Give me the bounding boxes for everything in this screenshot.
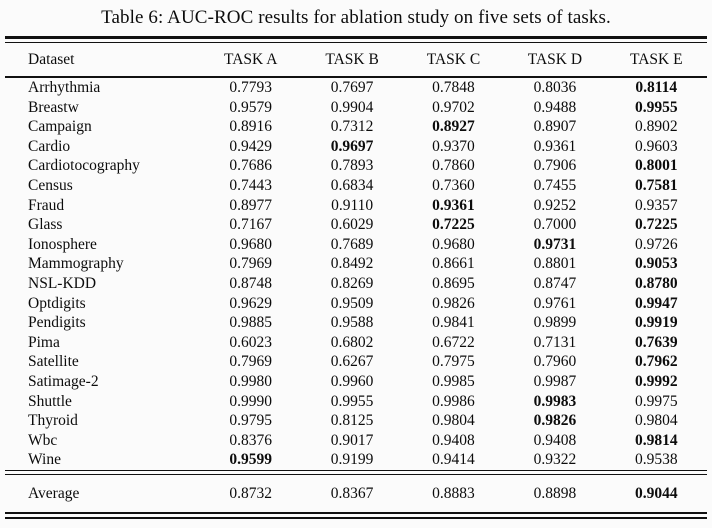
value-cell: 0.8695: [432, 274, 475, 292]
column-header-dataset: Dataset: [28, 50, 75, 68]
column-header-task-b: TASK B: [325, 50, 379, 68]
value-cell: 0.9509: [330, 294, 374, 312]
value-cell: 0.7225: [634, 216, 678, 234]
value-cell: 0.9488: [533, 98, 577, 116]
value-cell: 0.7225: [432, 216, 475, 234]
value-cell: 0.8269: [330, 274, 374, 292]
value-cell: 0.9414: [432, 451, 475, 469]
header-row: [5, 43, 707, 76]
value-cell: 0.6834: [330, 177, 374, 195]
value-cell: 0.8898: [533, 484, 577, 502]
table-row: [5, 352, 707, 372]
value-cell: 0.8927: [432, 118, 475, 136]
value-cell: 0.7960: [533, 353, 577, 371]
dataset-name: Wbc: [28, 431, 58, 449]
value-cell: 0.7962: [634, 353, 678, 371]
value-cell: 0.9899: [533, 314, 577, 332]
results-table: [5, 36, 707, 519]
value-cell: 0.9804: [432, 412, 475, 430]
value-cell: 0.8376: [229, 431, 272, 449]
dataset-name: Mammography: [28, 255, 124, 273]
value-cell: 0.9814: [634, 431, 678, 449]
dataset-name: Satellite: [28, 353, 79, 371]
table-row: [5, 117, 707, 137]
dataset-name: Arrhythmia: [28, 79, 101, 97]
value-cell: 0.9361: [432, 196, 475, 214]
value-cell: 0.9885: [229, 314, 272, 332]
value-cell: 0.8125: [330, 412, 374, 430]
value-cell: 0.9955: [330, 392, 374, 410]
table-row: [5, 294, 707, 314]
value-cell: 0.8732: [229, 484, 272, 502]
value-cell: 0.9603: [634, 137, 678, 155]
table-row: [5, 98, 707, 118]
value-cell: 0.9990: [229, 392, 272, 410]
table-row: [5, 176, 707, 196]
value-cell: 0.9804: [634, 412, 678, 430]
value-cell: 0.9599: [229, 451, 272, 469]
value-cell: 0.6802: [330, 333, 374, 351]
value-cell: 0.8916: [229, 118, 272, 136]
value-cell: 0.7793: [229, 79, 272, 97]
value-cell: 0.7906: [533, 157, 577, 175]
value-cell: 0.8902: [634, 118, 678, 136]
column-header-task-e: TASK E: [630, 50, 683, 68]
dataset-name: Thyroid: [28, 412, 78, 430]
value-cell: 0.6029: [330, 216, 374, 234]
dataset-name: Ionosphere: [28, 235, 97, 253]
table-row: [5, 215, 707, 235]
value-cell: 0.7686: [229, 157, 272, 175]
value-cell: 0.6722: [432, 333, 475, 351]
value-cell: 0.9408: [432, 431, 475, 449]
value-cell: 0.8001: [634, 157, 678, 175]
dataset-name: Cardiotocography: [28, 157, 140, 175]
value-cell: 0.9731: [533, 235, 577, 253]
column-header-task-c: TASK C: [426, 50, 481, 68]
table-row: [5, 411, 707, 431]
dataset-name: Campaign: [28, 118, 92, 136]
value-cell: 0.9429: [229, 137, 272, 155]
value-cell: 0.9357: [634, 196, 678, 214]
value-cell: 0.7000: [533, 216, 577, 234]
value-cell: 0.9053: [634, 255, 678, 273]
table-row: [5, 156, 707, 176]
value-cell: 0.7443: [229, 177, 272, 195]
dataset-name: Wine: [28, 451, 61, 469]
value-cell: 0.9960: [330, 372, 374, 390]
dataset-name: Satimage-2: [28, 372, 99, 390]
value-cell: 0.9992: [634, 372, 678, 390]
value-cell: 0.9702: [432, 98, 475, 116]
value-cell: 0.9680: [432, 235, 475, 253]
value-cell: 0.7969: [229, 353, 272, 371]
value-cell: 0.7893: [330, 157, 374, 175]
table-row: [5, 450, 707, 470]
value-cell: 0.7969: [229, 255, 272, 273]
bottom-rule: [5, 512, 707, 519]
value-cell: 0.9199: [330, 451, 374, 469]
dataset-name: Glass: [28, 216, 63, 234]
value-cell: 0.9826: [432, 294, 475, 312]
dataset-name: Shuttle: [28, 392, 72, 410]
table-row: [5, 274, 707, 294]
value-cell: 0.9919: [634, 314, 678, 332]
value-cell: 0.9947: [634, 294, 678, 312]
value-cell: 0.9975: [634, 392, 678, 410]
value-cell: 0.8748: [229, 274, 272, 292]
value-cell: 0.7455: [533, 177, 577, 195]
value-cell: 0.6023: [229, 333, 272, 351]
dataset-name: Census: [28, 177, 73, 195]
value-cell: 0.8661: [432, 255, 475, 273]
value-cell: 0.7860: [432, 157, 475, 175]
value-cell: 0.9761: [533, 294, 577, 312]
dataset-name: Average: [28, 484, 80, 502]
value-cell: 0.9110: [331, 196, 374, 214]
dataset-name: Cardio: [28, 137, 71, 155]
value-cell: 0.7848: [432, 79, 475, 97]
value-cell: 0.9697: [330, 137, 374, 155]
table-body: [5, 78, 707, 470]
value-cell: 0.9538: [634, 451, 678, 469]
table-row: [5, 313, 707, 333]
value-cell: 0.9408: [533, 431, 577, 449]
dataset-name: NSL-KDD: [28, 274, 97, 292]
value-cell: 0.9370: [432, 137, 475, 155]
value-cell: 0.7360: [432, 177, 475, 195]
value-cell: 0.7975: [432, 353, 475, 371]
dataset-name: Fraud: [28, 196, 65, 214]
value-cell: 0.8036: [533, 79, 577, 97]
table-row: [5, 372, 707, 392]
table-row: [5, 196, 707, 216]
value-cell: 0.9044: [634, 484, 678, 502]
value-cell: 0.8780: [634, 274, 678, 292]
value-cell: 0.7639: [634, 333, 678, 351]
column-header-task-d: TASK D: [527, 50, 583, 68]
value-cell: 0.8883: [432, 484, 475, 502]
value-cell: 0.9983: [533, 392, 577, 410]
value-cell: 0.9980: [229, 372, 272, 390]
value-cell: 0.8492: [330, 255, 374, 273]
value-cell: 0.9987: [533, 372, 577, 390]
value-cell: 0.9904: [330, 98, 374, 116]
dataset-name: Breastw: [28, 98, 79, 116]
value-cell: 0.9680: [229, 235, 272, 253]
value-cell: 0.8907: [533, 118, 577, 136]
value-cell: 0.9017: [330, 431, 374, 449]
value-cell: 0.9726: [634, 235, 678, 253]
value-cell: 0.8367: [330, 484, 374, 502]
value-cell: 0.7167: [229, 216, 272, 234]
value-cell: 0.9986: [432, 392, 475, 410]
value-cell: 0.8801: [533, 255, 577, 273]
table-row: [5, 78, 707, 98]
value-cell: 0.7689: [330, 235, 374, 253]
value-cell: 0.7697: [330, 79, 374, 97]
value-cell: 0.8977: [229, 196, 272, 214]
value-cell: 0.9629: [229, 294, 272, 312]
value-cell: 0.9826: [533, 412, 577, 430]
table-row: [5, 333, 707, 353]
average-row: [5, 475, 707, 512]
dataset-name: Optdigits: [28, 294, 86, 312]
value-cell: 0.7312: [330, 118, 374, 136]
value-cell: 0.9588: [330, 314, 374, 332]
value-cell: 0.9955: [634, 98, 678, 116]
table-row: [5, 235, 707, 255]
value-cell: 0.9361: [533, 137, 577, 155]
value-cell: 0.9841: [432, 314, 475, 332]
table-row: [5, 137, 707, 157]
value-cell: 0.8114: [635, 79, 678, 97]
value-cell: 0.6267: [330, 353, 374, 371]
value-cell: 0.8747: [533, 274, 577, 292]
table-caption: Table 6: AUC-ROC results for ablation study on five sets of tasks.: [101, 7, 611, 28]
value-cell: 0.7131: [533, 333, 577, 351]
value-cell: 0.9252: [533, 196, 577, 214]
value-cell: 0.9795: [229, 412, 272, 430]
value-cell: 0.9322: [533, 451, 577, 469]
table-row: [5, 431, 707, 451]
value-cell: 0.9985: [432, 372, 475, 390]
table-row: [5, 254, 707, 274]
average-row-container: [5, 475, 707, 512]
value-cell: 0.9579: [229, 98, 272, 116]
dataset-name: Pendigits: [28, 314, 86, 332]
column-header-task-a: TASK A: [223, 50, 278, 68]
top-rule: [5, 36, 707, 43]
value-cell: 0.7581: [634, 177, 678, 195]
table-row: [5, 392, 707, 412]
dataset-name: Pima: [28, 333, 60, 351]
